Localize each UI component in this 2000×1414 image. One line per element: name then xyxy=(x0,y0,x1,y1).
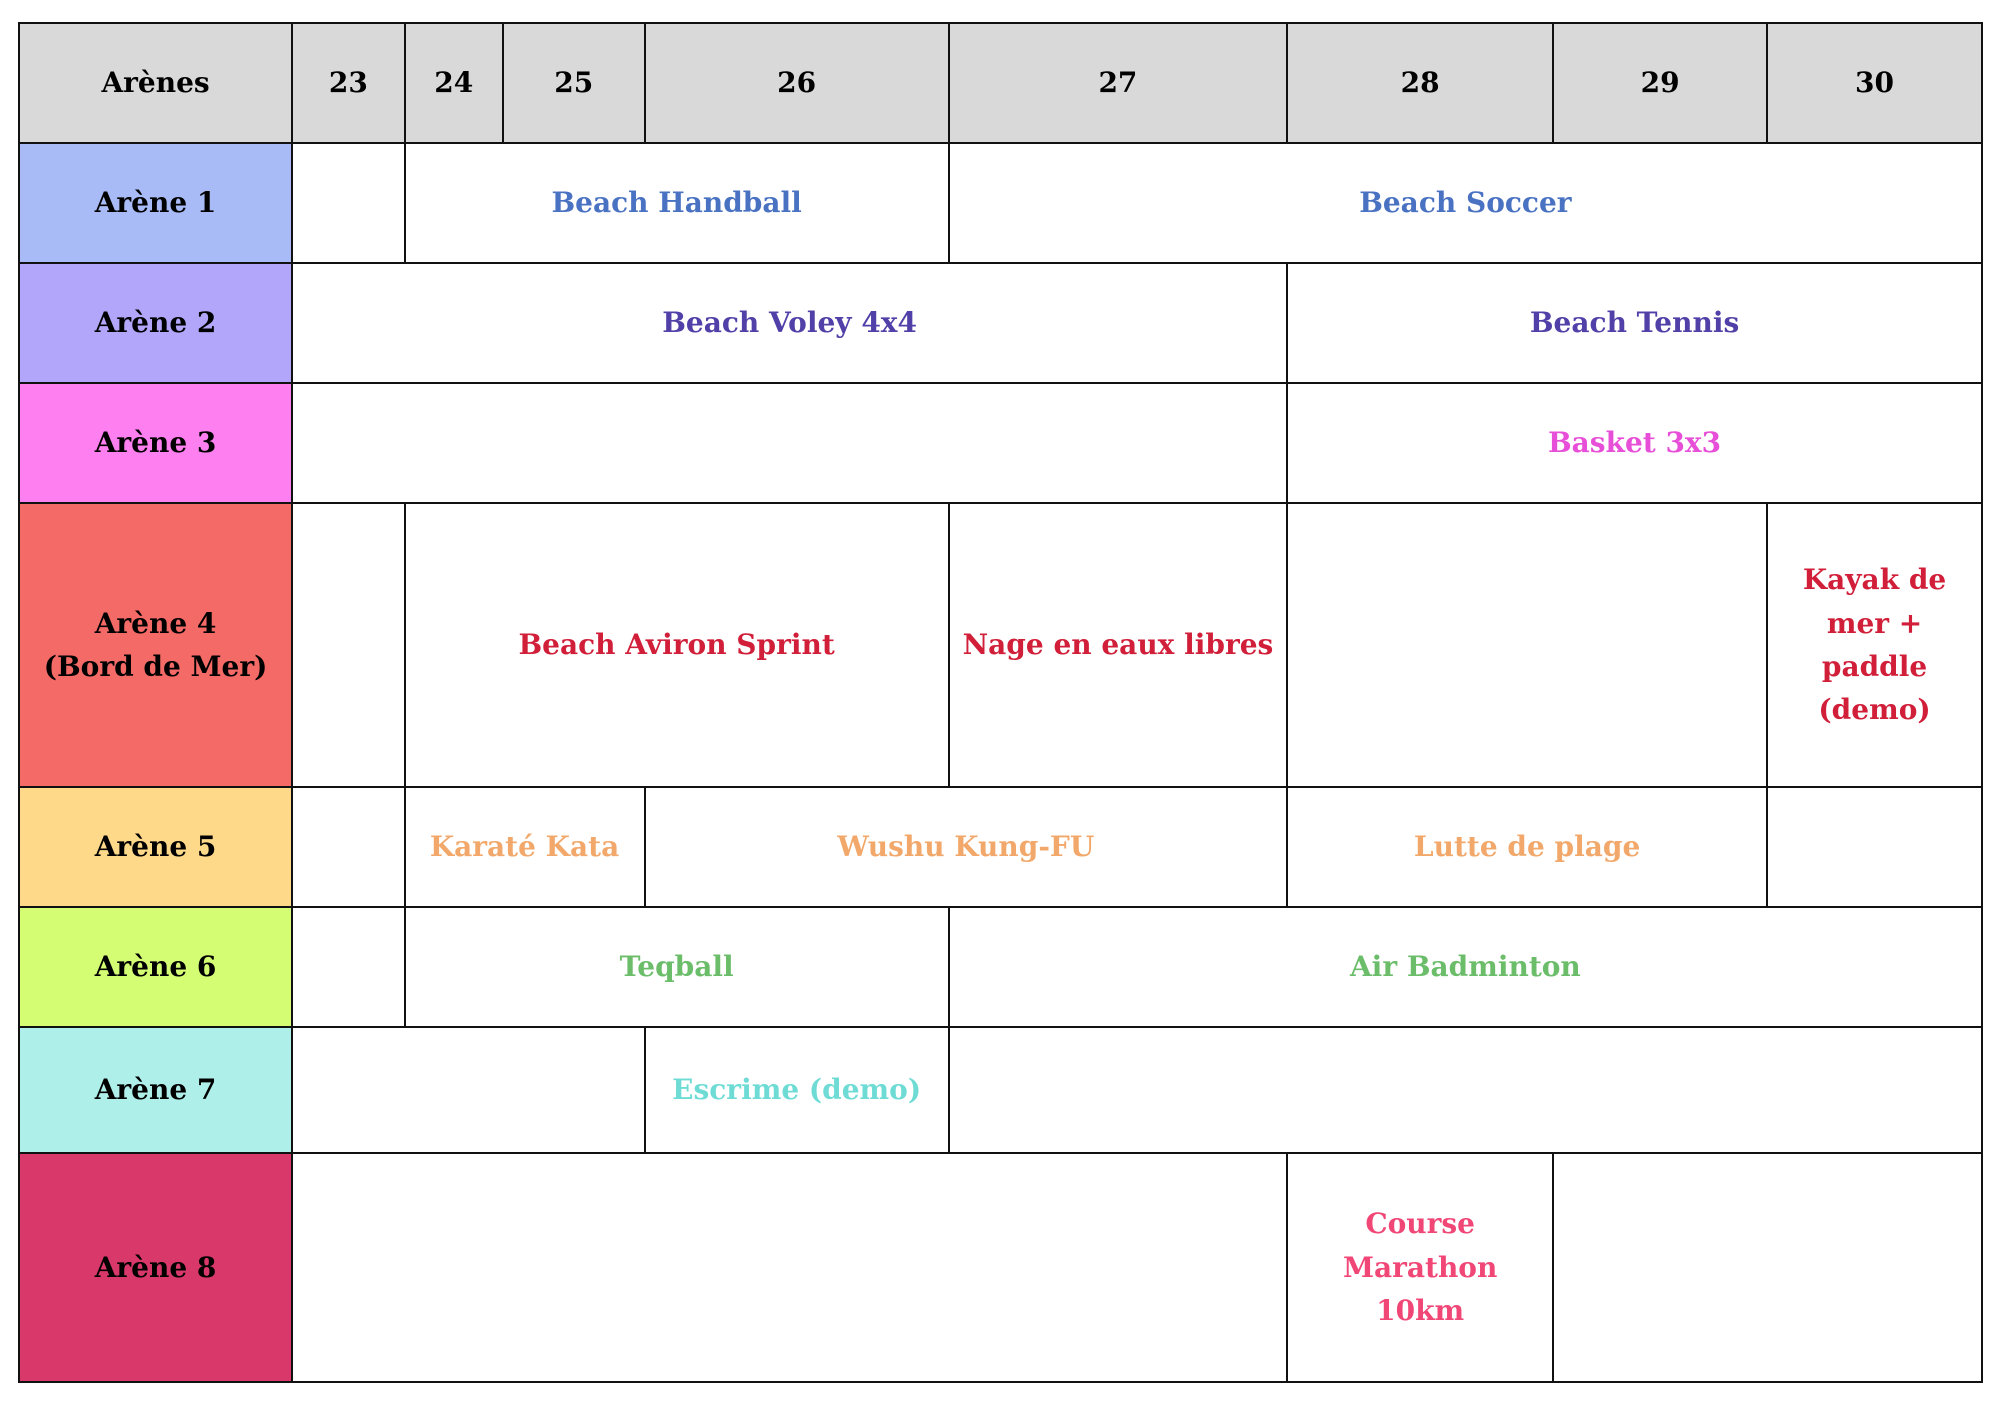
header-day: 29 xyxy=(1553,23,1767,143)
arena-row-2 xyxy=(19,263,1982,383)
event-cell: Beach Handball xyxy=(405,143,949,263)
arena-row-4 xyxy=(19,503,1982,787)
header-day: 23 xyxy=(292,23,404,143)
arena-label-8: Arène 8 xyxy=(19,1153,292,1382)
header-day: 25 xyxy=(503,23,645,143)
event-cell: Nage en eaux libres xyxy=(949,503,1287,787)
arena-label-3: Arène 3 xyxy=(19,383,292,503)
arena-row-7 xyxy=(19,1027,1982,1153)
arena-label-4 xyxy=(19,503,292,787)
empty-cell xyxy=(1287,503,1767,787)
empty-cell xyxy=(1767,787,1982,907)
event-cell: Beach Voley 4x4 xyxy=(292,263,1287,383)
event-cell: Lutte de plage xyxy=(1287,787,1767,907)
empty-cell xyxy=(292,383,1287,503)
empty-cell xyxy=(292,503,404,787)
arena-row-3 xyxy=(19,383,1982,503)
event-cell: Wushu Kung-FU xyxy=(645,787,1288,907)
empty-cell xyxy=(1553,1153,1982,1382)
event-cell: Escrime (demo) xyxy=(645,1027,949,1153)
header-row xyxy=(19,23,1982,143)
empty-cell xyxy=(292,907,404,1027)
header-day: 30 xyxy=(1767,23,1982,143)
arena-row-8 xyxy=(19,1153,1982,1382)
arena-label-4-sub: (Bord de Mer) xyxy=(43,650,268,683)
arena-row-5 xyxy=(19,787,1982,907)
event-cell: Air Badminton xyxy=(949,907,1982,1027)
header-day: 26 xyxy=(645,23,949,143)
event-cell: Beach Tennis xyxy=(1287,263,1982,383)
arena-label-5: Arène 5 xyxy=(19,787,292,907)
event-cell: Karaté Kata xyxy=(405,787,645,907)
event-cell: Kayak de mer + paddle (demo) xyxy=(1767,503,1982,787)
event-cell: Basket 3x3 xyxy=(1287,383,1982,503)
empty-cell xyxy=(292,143,404,263)
arena-row-1 xyxy=(19,143,1982,263)
arena-schedule-table xyxy=(18,22,1983,1383)
header-day: 27 xyxy=(949,23,1287,143)
event-cell: Beach Aviron Sprint xyxy=(405,503,949,787)
arena-label-1: Arène 1 xyxy=(19,143,292,263)
arena-label-7: Arène 7 xyxy=(19,1027,292,1153)
event-cell: Course Marathon 10km xyxy=(1287,1153,1553,1382)
header-arenas: Arènes xyxy=(19,23,292,143)
arena-label-2: Arène 2 xyxy=(19,263,292,383)
empty-cell xyxy=(949,1027,1982,1153)
arena-label-6: Arène 6 xyxy=(19,907,292,1027)
header-day: 24 xyxy=(405,23,503,143)
arena-label-4-name: Arène 4 xyxy=(94,606,217,640)
empty-cell xyxy=(292,1153,1287,1382)
event-cell: Teqball xyxy=(405,907,949,1027)
arena-row-6 xyxy=(19,907,1982,1027)
empty-cell xyxy=(292,1027,644,1153)
header-day: 28 xyxy=(1287,23,1553,143)
event-cell: Beach Soccer xyxy=(949,143,1982,263)
empty-cell xyxy=(292,787,404,907)
